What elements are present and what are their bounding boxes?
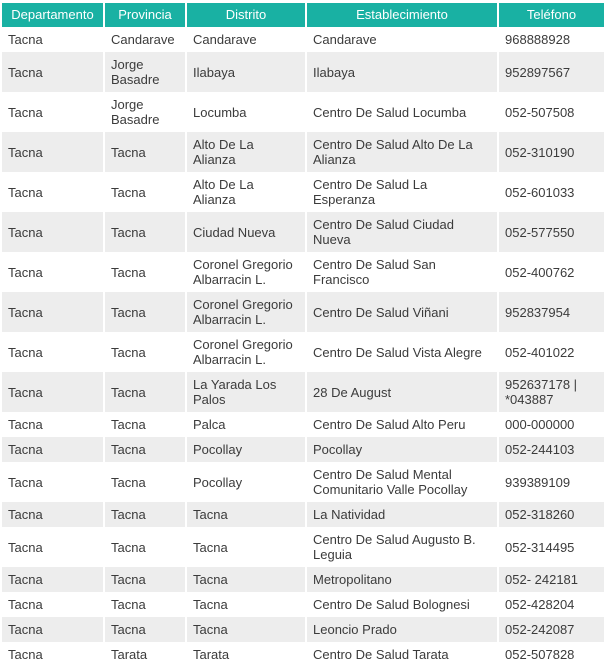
cell-distrito: Ilabaya	[187, 52, 305, 92]
table-row	[2, 642, 604, 667]
cell-distrito: Palca	[187, 412, 305, 437]
cell-establecimiento: Centro De Salud Augusto B. Leguia	[307, 527, 497, 567]
cell-provincia: Tacna	[105, 372, 185, 412]
cell-telefono: 939389109	[499, 462, 604, 502]
cell-establecimiento: Centro De Salud Ciudad Nueva	[307, 212, 497, 252]
cell-telefono: 000-000000	[499, 412, 604, 437]
cell-provincia: Tacna	[105, 527, 185, 567]
cell-telefono: 952637178 | *043887	[499, 372, 604, 412]
cell-departamento: Tacna	[2, 212, 103, 252]
table-row	[2, 52, 604, 92]
cell-provincia: Tacna	[105, 412, 185, 437]
cell-departamento: Tacna	[2, 412, 103, 437]
column-header-establecimiento: Establecimiento	[307, 3, 497, 27]
table-row	[2, 292, 604, 332]
cell-departamento: Tacna	[2, 527, 103, 567]
cell-establecimiento: Centro De Salud Bolognesi	[307, 592, 497, 617]
cell-distrito: La Yarada Los Palos	[187, 372, 305, 412]
cell-telefono: 952897567	[499, 52, 604, 92]
table-header-row	[2, 3, 604, 27]
cell-establecimiento: Leoncio Prado	[307, 617, 497, 642]
cell-departamento: Tacna	[2, 592, 103, 617]
cell-distrito: Coronel Gregorio Albarracin L.	[187, 252, 305, 292]
cell-establecimiento: Centro De Salud Alto Peru	[307, 412, 497, 437]
cell-establecimiento: Centro De Salud La Esperanza	[307, 172, 497, 212]
cell-provincia: Tacna	[105, 617, 185, 642]
cell-provincia: Tacna	[105, 437, 185, 462]
cell-provincia: Candarave	[105, 27, 185, 52]
cell-provincia: Tacna	[105, 292, 185, 332]
cell-provincia: Jorge Basadre	[105, 52, 185, 92]
cell-telefono: 052-601033	[499, 172, 604, 212]
cell-distrito: Coronel Gregorio Albarracin L.	[187, 332, 305, 372]
cell-telefono: 052-314495	[499, 527, 604, 567]
cell-telefono: 052-318260	[499, 502, 604, 527]
table-row	[2, 252, 604, 292]
cell-distrito: Alto De La Alianza	[187, 172, 305, 212]
cell-establecimiento: La Natividad	[307, 502, 497, 527]
health-centers-table	[0, 3, 604, 667]
cell-establecimiento: 28 De August	[307, 372, 497, 412]
cell-departamento: Tacna	[2, 502, 103, 527]
table-row	[2, 617, 604, 642]
cell-departamento: Tacna	[2, 617, 103, 642]
cell-departamento: Tacna	[2, 567, 103, 592]
cell-departamento: Tacna	[2, 292, 103, 332]
cell-departamento: Tacna	[2, 252, 103, 292]
table-row	[2, 27, 604, 52]
cell-telefono: 052-507828	[499, 642, 604, 667]
cell-departamento: Tacna	[2, 462, 103, 502]
table-row	[2, 527, 604, 567]
table-row	[2, 437, 604, 462]
cell-provincia: Tarata	[105, 642, 185, 667]
cell-establecimiento: Centro De Salud San Francisco	[307, 252, 497, 292]
table-row	[2, 172, 604, 212]
cell-telefono: 052- 242181	[499, 567, 604, 592]
cell-establecimiento: Centro De Salud Locumba	[307, 92, 497, 132]
column-header-provincia: Provincia	[105, 3, 185, 27]
cell-provincia: Tacna	[105, 252, 185, 292]
table-row	[2, 567, 604, 592]
cell-provincia: Tacna	[105, 502, 185, 527]
cell-departamento: Tacna	[2, 132, 103, 172]
column-header-departamento: Departamento	[2, 3, 103, 27]
cell-establecimiento: Centro De Salud Mental Comunitario Valle Pocollay	[307, 462, 497, 502]
cell-establecimiento: Centro De Salud Alto De La Alianza	[307, 132, 497, 172]
cell-distrito: Tacna	[187, 592, 305, 617]
table-row	[2, 372, 604, 412]
column-header-distrito: Distrito	[187, 3, 305, 27]
cell-telefono: 968888928	[499, 27, 604, 52]
cell-telefono: 052-507508	[499, 92, 604, 132]
cell-distrito: Coronel Gregorio Albarracin L.	[187, 292, 305, 332]
cell-establecimiento: Centro De Salud Tarata	[307, 642, 497, 667]
cell-departamento: Tacna	[2, 642, 103, 667]
cell-provincia: Tacna	[105, 462, 185, 502]
cell-provincia: Tacna	[105, 567, 185, 592]
cell-establecimiento: Ilabaya	[307, 52, 497, 92]
cell-establecimiento: Centro De Salud Viñani	[307, 292, 497, 332]
cell-distrito: Pocollay	[187, 462, 305, 502]
table-row	[2, 412, 604, 437]
cell-telefono: 052-400762	[499, 252, 604, 292]
cell-telefono: 052-577550	[499, 212, 604, 252]
cell-departamento: Tacna	[2, 27, 103, 52]
cell-establecimiento: Pocollay	[307, 437, 497, 462]
cell-departamento: Tacna	[2, 92, 103, 132]
cell-departamento: Tacna	[2, 372, 103, 412]
cell-distrito: Tacna	[187, 502, 305, 527]
cell-departamento: Tacna	[2, 437, 103, 462]
table-row	[2, 462, 604, 502]
table-row	[2, 132, 604, 172]
table-row	[2, 212, 604, 252]
cell-provincia: Jorge Basadre	[105, 92, 185, 132]
cell-telefono: 952837954	[499, 292, 604, 332]
table-body	[2, 27, 604, 667]
cell-provincia: Tacna	[105, 592, 185, 617]
table-row	[2, 592, 604, 617]
cell-establecimiento: Candarave	[307, 27, 497, 52]
cell-distrito: Tacna	[187, 527, 305, 567]
column-header-telefono: Teléfono	[499, 3, 604, 27]
table-row	[2, 92, 604, 132]
cell-distrito: Ciudad Nueva	[187, 212, 305, 252]
cell-provincia: Tacna	[105, 212, 185, 252]
cell-provincia: Tacna	[105, 332, 185, 372]
cell-telefono: 052-244103	[499, 437, 604, 462]
cell-telefono: 052-242087	[499, 617, 604, 642]
cell-departamento: Tacna	[2, 172, 103, 212]
cell-telefono: 052-401022	[499, 332, 604, 372]
cell-distrito: Locumba	[187, 92, 305, 132]
cell-distrito: Tacna	[187, 617, 305, 642]
cell-distrito: Tarata	[187, 642, 305, 667]
cell-distrito: Tacna	[187, 567, 305, 592]
cell-establecimiento: Centro De Salud Vista Alegre	[307, 332, 497, 372]
cell-departamento: Tacna	[2, 332, 103, 372]
cell-distrito: Pocollay	[187, 437, 305, 462]
cell-telefono: 052-310190	[499, 132, 604, 172]
cell-telefono: 052-428204	[499, 592, 604, 617]
cell-distrito: Alto De La Alianza	[187, 132, 305, 172]
cell-departamento: Tacna	[2, 52, 103, 92]
table-row	[2, 502, 604, 527]
cell-establecimiento: Metropolitano	[307, 567, 497, 592]
cell-provincia: Tacna	[105, 132, 185, 172]
cell-distrito: Candarave	[187, 27, 305, 52]
table-row	[2, 332, 604, 372]
cell-provincia: Tacna	[105, 172, 185, 212]
